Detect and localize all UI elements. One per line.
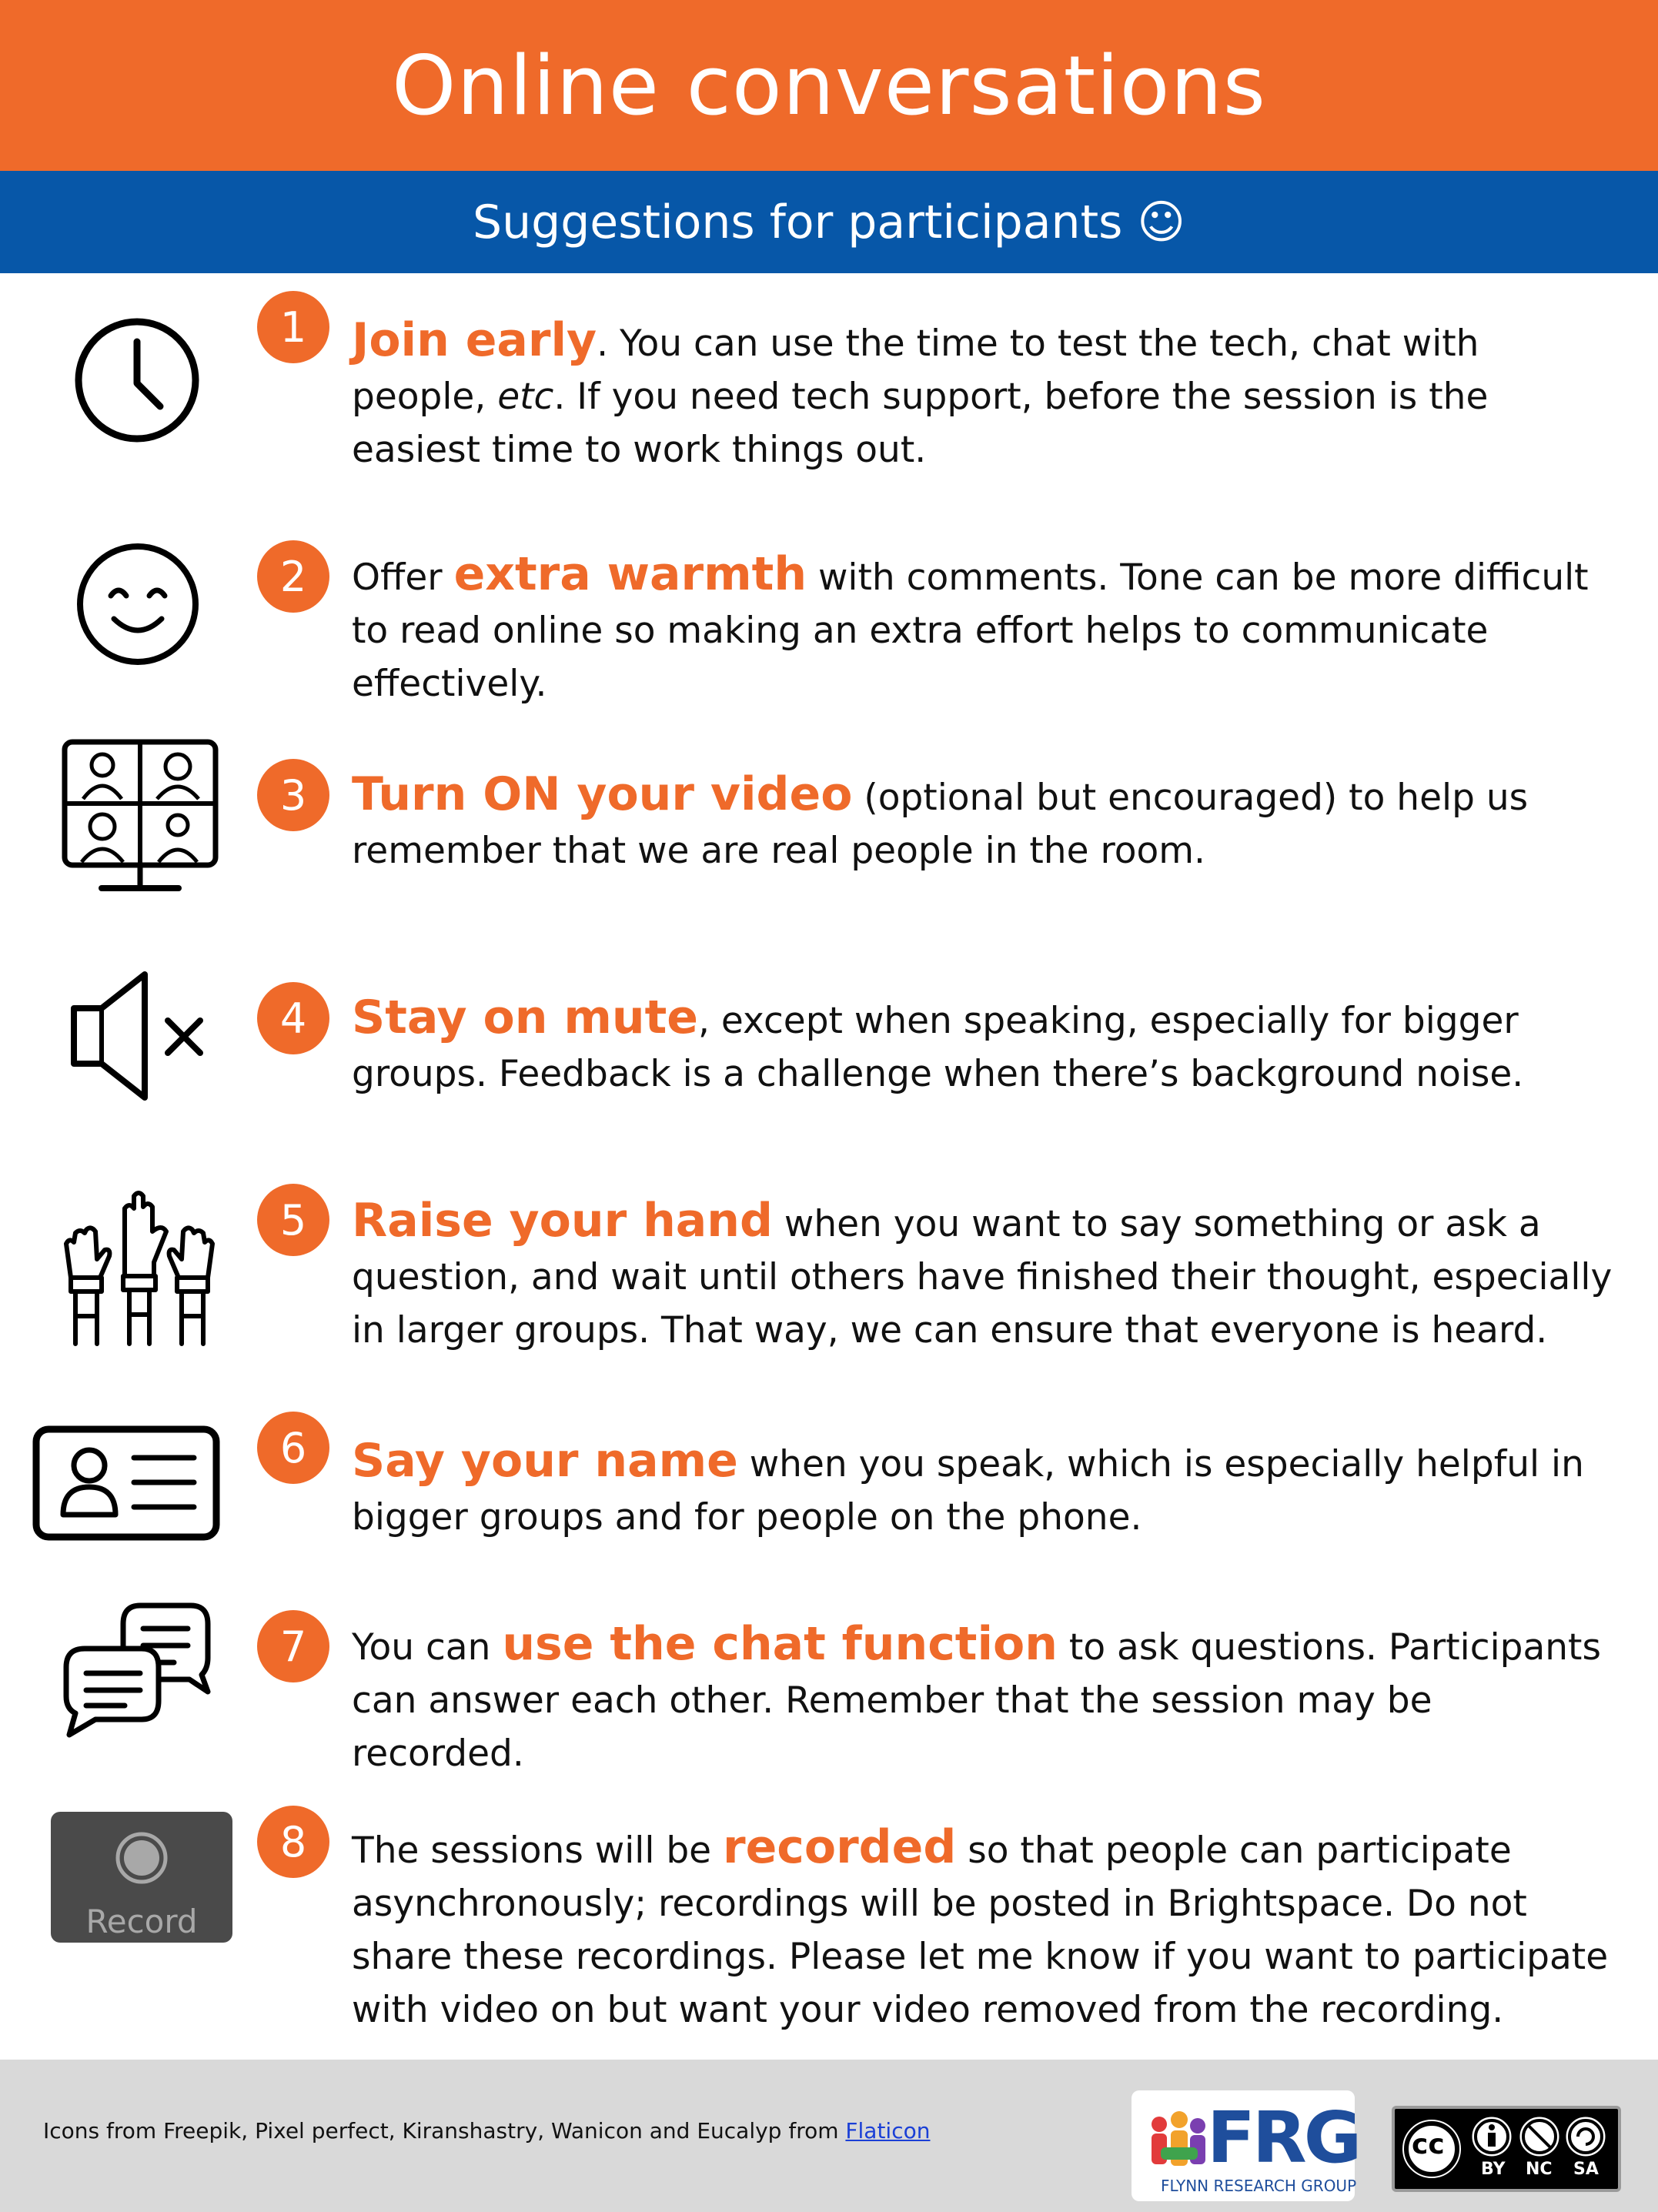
item-number: 8 xyxy=(257,1806,329,1878)
item-text-part: You can xyxy=(352,1626,503,1669)
icon-credit xyxy=(43,2118,930,2144)
item-text xyxy=(352,1618,1614,1780)
flaticon-link[interactable]: Flaticon xyxy=(845,2118,931,2144)
frg-logo-subtitle: FLYNN RESEARCH GROUP xyxy=(1161,2177,1357,2195)
cc-nc-label: NC xyxy=(1526,2160,1553,2179)
item-highlight: Say your name xyxy=(352,1434,738,1488)
item-text-part: . If you need tech support, before the session is the easiest time to work things out. xyxy=(352,376,1489,471)
footer xyxy=(0,2060,1658,2212)
item-text-part: Offer xyxy=(352,556,454,599)
item-number: 3 xyxy=(257,759,329,831)
item-text-part: . You can use the time to test the tech, chat with people, xyxy=(352,322,1479,418)
cc-license-badge xyxy=(1392,2106,1621,2192)
people-logo-icon xyxy=(1145,2107,1212,2174)
frg-logo xyxy=(1132,2090,1359,2201)
item-text xyxy=(352,314,1614,476)
item-text xyxy=(352,991,1614,1101)
item-text-part: , except when speaking, especially for bigger groups. Feedback is a challenge when there’s background noise. xyxy=(352,1000,1524,1095)
item-text-part: to ask questions. Participants can answer each other. Remember that the session may be recorded. xyxy=(352,1626,1601,1775)
id-card-icon xyxy=(32,1425,220,1541)
item-highlight: extra warmth xyxy=(453,547,807,601)
item-text-part: with comments. Tone can be more difficult to read online so making an extra effort helps to communicate effectively. xyxy=(352,556,1589,705)
item-text-part: so that people can participate asynchronously; recordings will be posted in Brightspace. Do not share these recordings. Please let me know if you want to participate with video on but want your video removed from the recording. xyxy=(352,1829,1609,2031)
item-number: 1 xyxy=(257,291,329,363)
item-text xyxy=(352,1435,1614,1544)
item-highlight: Raise your hand xyxy=(352,1194,773,1248)
item-text-part: (optional but encouraged) to help us remember that we are real people in the room. xyxy=(352,777,1529,872)
title-banner xyxy=(0,0,1658,171)
item-number: 6 xyxy=(257,1412,329,1484)
item-highlight: Turn ON your video xyxy=(352,767,853,821)
cc-sa-label: SA xyxy=(1573,2160,1599,2179)
page-title: Online conversations xyxy=(392,38,1266,133)
frg-logo-text: FRG xyxy=(1207,2097,1359,2179)
subtitle-banner xyxy=(0,171,1658,273)
item-highlight: Stay on mute xyxy=(352,991,698,1044)
item-text xyxy=(352,1195,1614,1357)
credit-text: Icons from Freepik, Pixel perfect, Kiranshastry, Wanicon and Eucalyp from xyxy=(43,2118,846,2144)
cc-by-label: BY xyxy=(1481,2160,1506,2179)
raised-hands-icon xyxy=(58,1185,220,1347)
item-number: 4 xyxy=(257,982,329,1054)
item-text-part: when you speak, which is especially helpful in bigger groups and for people on the phone. xyxy=(352,1443,1584,1539)
item-number: 7 xyxy=(257,1610,329,1682)
item-number: 2 xyxy=(257,540,329,613)
item-highlight: recorded xyxy=(723,1820,957,1874)
item-text xyxy=(352,768,1614,877)
record-button-label: Record xyxy=(85,1903,198,1940)
cc-text: cc xyxy=(1412,2129,1445,2160)
mute-speaker-icon xyxy=(68,968,209,1104)
item-text xyxy=(352,548,1614,710)
smiley-icon xyxy=(74,540,202,668)
item-text-italic: etc xyxy=(497,376,554,418)
item-highlight: Join early xyxy=(352,313,597,367)
video-grid-icon xyxy=(60,737,222,899)
record-button-icon[interactable] xyxy=(51,1812,232,1943)
item-highlight: use the chat function xyxy=(502,1617,1058,1671)
item-text xyxy=(352,1821,1614,2037)
record-dot-icon xyxy=(114,1830,169,1886)
item-number: 5 xyxy=(257,1184,329,1256)
item-text-part: The sessions will be xyxy=(352,1829,724,1872)
chat-bubbles-icon xyxy=(60,1601,214,1739)
page-subtitle: Suggestions for participants ☺ xyxy=(473,195,1185,249)
item-text-part: when you want to say something or ask a question, and wait until others have finished their thought, especially in larger groups. That way, we can ensure that everyone is heard. xyxy=(352,1203,1613,1352)
clock-icon xyxy=(71,314,203,446)
